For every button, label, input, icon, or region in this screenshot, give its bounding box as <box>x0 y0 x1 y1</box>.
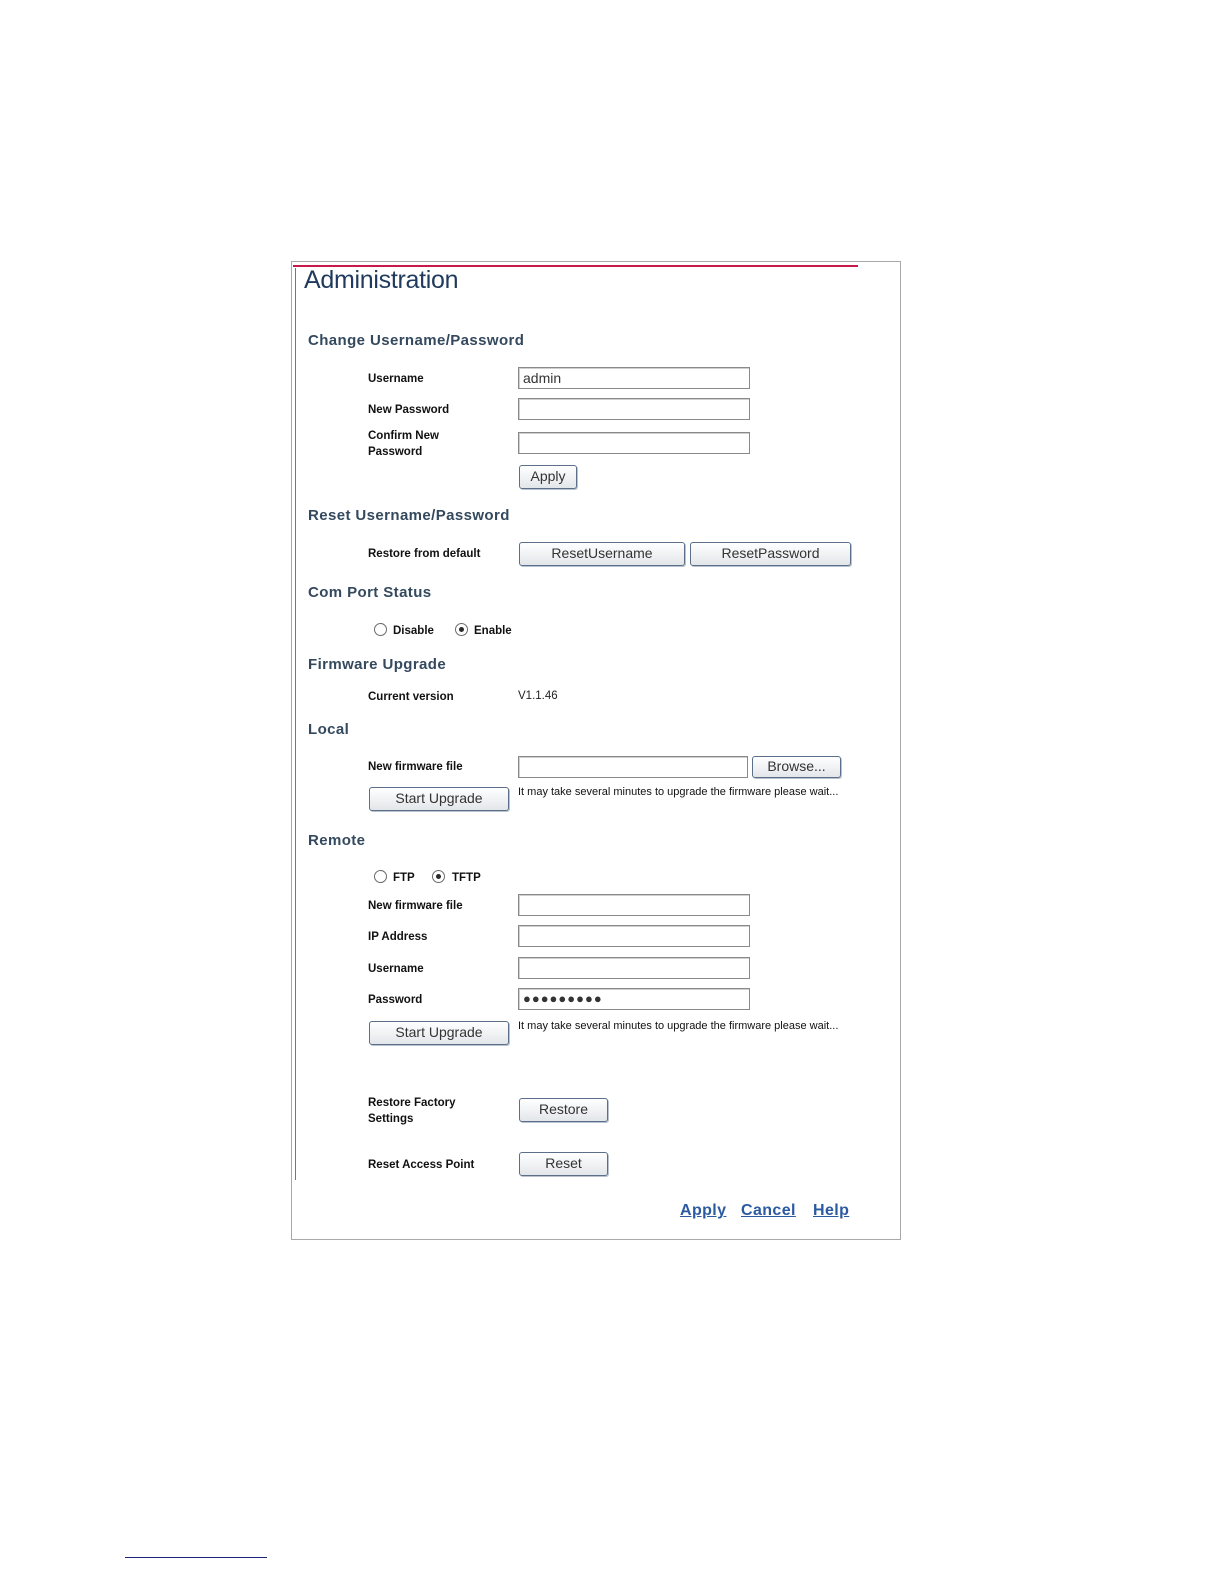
remote-tftp-radio[interactable] <box>432 870 445 883</box>
remote-ftp-radio[interactable] <box>374 870 387 883</box>
username-label: Username <box>368 373 424 385</box>
com-port-enable-label: Enable <box>474 625 512 637</box>
apply-credentials-button[interactable]: Apply <box>519 465 577 489</box>
page-title: Administration <box>304 266 459 294</box>
remote-password-input[interactable]: ●●●●●●●●● <box>518 988 750 1010</box>
reset-credentials-heading: Reset Username/Password <box>308 507 510 524</box>
com-port-heading: Com Port Status <box>308 584 432 601</box>
page-footnote-rule <box>125 1557 267 1558</box>
restore-factory-label: Restore Factory Settings <box>368 1097 456 1125</box>
reset-password-button[interactable]: ResetPassword <box>690 542 851 566</box>
restore-default-label: Restore from default <box>368 548 481 560</box>
remote-ip-input[interactable] <box>518 925 750 947</box>
remote-tftp-label: TFTP <box>452 872 481 884</box>
com-port-disable-label: Disable <box>393 625 434 637</box>
username-input[interactable]: admin <box>518 367 750 389</box>
remote-username-input[interactable] <box>518 957 750 979</box>
remote-heading: Remote <box>308 832 366 849</box>
firmware-heading: Firmware Upgrade <box>308 656 447 673</box>
panel-left-rule <box>295 268 296 1180</box>
local-start-upgrade-button[interactable]: Start Upgrade <box>369 787 509 811</box>
reset-button[interactable]: Reset <box>519 1152 608 1176</box>
local-heading: Local <box>308 721 350 738</box>
new-password-input[interactable] <box>518 398 750 420</box>
remote-upgrade-note: It may take several minutes to upgrade the firmware please wait... <box>518 1020 839 1032</box>
local-firmware-file-label: New firmware file <box>368 761 463 773</box>
footer-cancel-link[interactable]: Cancel <box>741 1202 796 1219</box>
remote-firmware-file-input[interactable] <box>518 894 750 916</box>
new-password-label: New Password <box>368 404 450 416</box>
confirm-password-input[interactable] <box>518 432 750 454</box>
com-port-enable-radio[interactable] <box>455 623 468 636</box>
change-credentials-heading: Change Username/Password <box>308 332 525 349</box>
remote-ftp-label: FTP <box>393 872 415 884</box>
current-version-value: V1.1.46 <box>518 690 558 702</box>
reset-access-point-label: Reset Access Point <box>368 1159 475 1171</box>
current-version-label: Current version <box>368 691 454 703</box>
footer-apply-link[interactable]: Apply <box>680 1202 727 1219</box>
remote-ip-label: IP Address <box>368 931 428 943</box>
local-upgrade-note: It may take several minutes to upgrade the firmware please wait... <box>518 786 839 798</box>
footer-help-link[interactable]: Help <box>813 1202 850 1219</box>
browse-button[interactable]: Browse... <box>752 756 841 778</box>
restore-button[interactable]: Restore <box>519 1098 608 1122</box>
local-firmware-file-input[interactable] <box>518 756 748 778</box>
remote-username-label: Username <box>368 963 424 975</box>
confirm-password-label: Confirm New Password <box>368 430 439 458</box>
remote-start-upgrade-button[interactable]: Start Upgrade <box>369 1021 509 1045</box>
remote-firmware-file-label: New firmware file <box>368 900 463 912</box>
reset-username-button[interactable]: ResetUsername <box>519 542 685 566</box>
remote-password-label: Password <box>368 994 423 1006</box>
com-port-disable-radio[interactable] <box>374 623 387 636</box>
